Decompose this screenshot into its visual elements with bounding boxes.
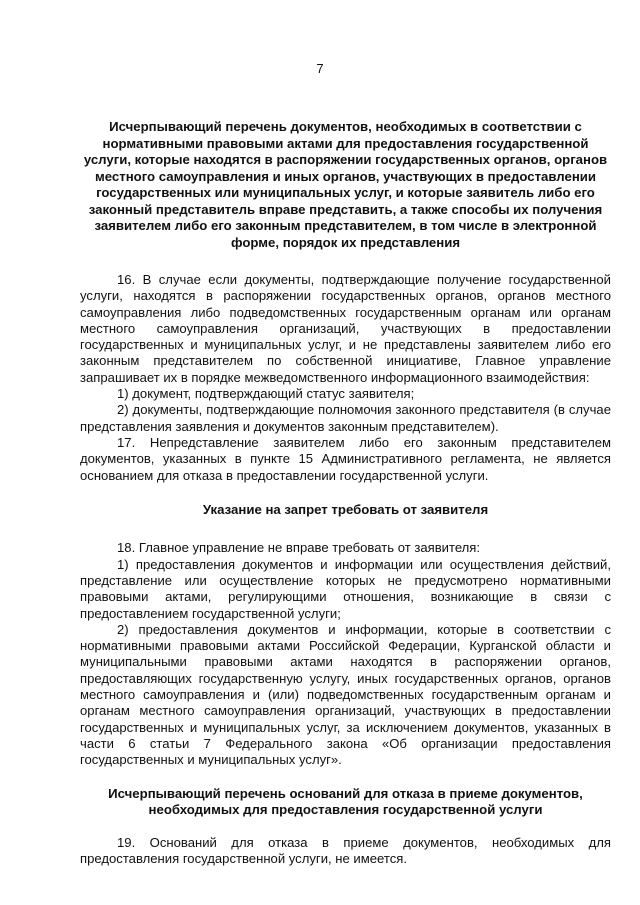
page-number: 7: [316, 61, 324, 76]
paragraph-18-item-2: 2) предоставления документов и информации, которые в соответствии с нормативными правовыми актами Российской Федерации, Курганской области и муниципальными правовыми актами находятся в распоряжении органов, предоставляющих государственную услугу, иных государственных органов, органов местного самоуправления и (или) подведомственных государственным органам и органам местного самоуправления организаций, участвующих в предоставлении государственных и муниципальных услуг, за исключением документов, указанных в части 6 статьи 7 Федерального закона «Об организации предоставления государственных и муниципальных услуг».: [80, 621, 611, 768]
section-heading: Указание на запрет требовать от заявителя: [202, 501, 489, 517]
section-documents-in-possession-of-authorities: [80, 119, 611, 484]
document-body: [80, 119, 611, 867]
paragraph-18-item-1: 1) предоставления документов и информации или осуществления действий, представление или осуществление которых не предусмотрено нормативными правовыми актами, регулирующими отношения, возникающие в связи с предоставлением государственной услуги;: [80, 556, 611, 621]
paragraph-16: 16. В случае если документы, подтверждающие получение государственной услуги, находятся в распоряжении государственных органов, органов местного самоуправления либо подведомственных государственным органам или органам местного самоуправления организаций, участвующих в предоставлении государственных и муниципальных услуг, и не представлены заявителем либо его законным представителем по собственной инициативе, Главное управление запрашивает их в порядке межведомственного информационного взаимодействия:: [80, 272, 611, 385]
paragraph-18: 18. Главное управление не вправе требовать от заявителя:: [117, 540, 481, 556]
section-heading: Исчерпывающий перечень оснований для отказа в приеме документов, необходимых для предоставления государственной услуги: [108, 785, 583, 818]
section-prohibition-to-demand: [80, 502, 611, 769]
paragraph-19: 19. Оснований для отказа в приеме документов, необходимых для предоставления государственной услуги, не имеется.: [80, 834, 611, 866]
section-grounds-for-refusal: [80, 786, 611, 868]
paragraph-17: 17. Непредставление заявителем либо его законным представителем документов, указанных в пункте 15 Административного регламента, не является основанием для отказа в предоставлении государственной услуги.: [80, 434, 611, 483]
section-heading: Исчерпывающий перечень документов, необходимых в соответствии с нормативными правовыми актами для предоставления государственной услуги, которые находятся в распоряжении государственных органов, органов местного самоуправления и иных органов, участвующих в предоставлении государственных или муниципальных услуг, и которые заявитель либо его законный представитель вправе представить, а также способы их получения заявителем либо его законным представителем, в том числе в электронной форме, порядок их представления: [83, 119, 608, 250]
paragraph-16-item-1: 1) документ, подтверждающий статус заявителя;: [117, 386, 415, 402]
paragraph-16-item-2: 2) документы, подтверждающие полномочия законного представителя (в случае представления заявления и документов законным представителем).: [80, 402, 611, 434]
